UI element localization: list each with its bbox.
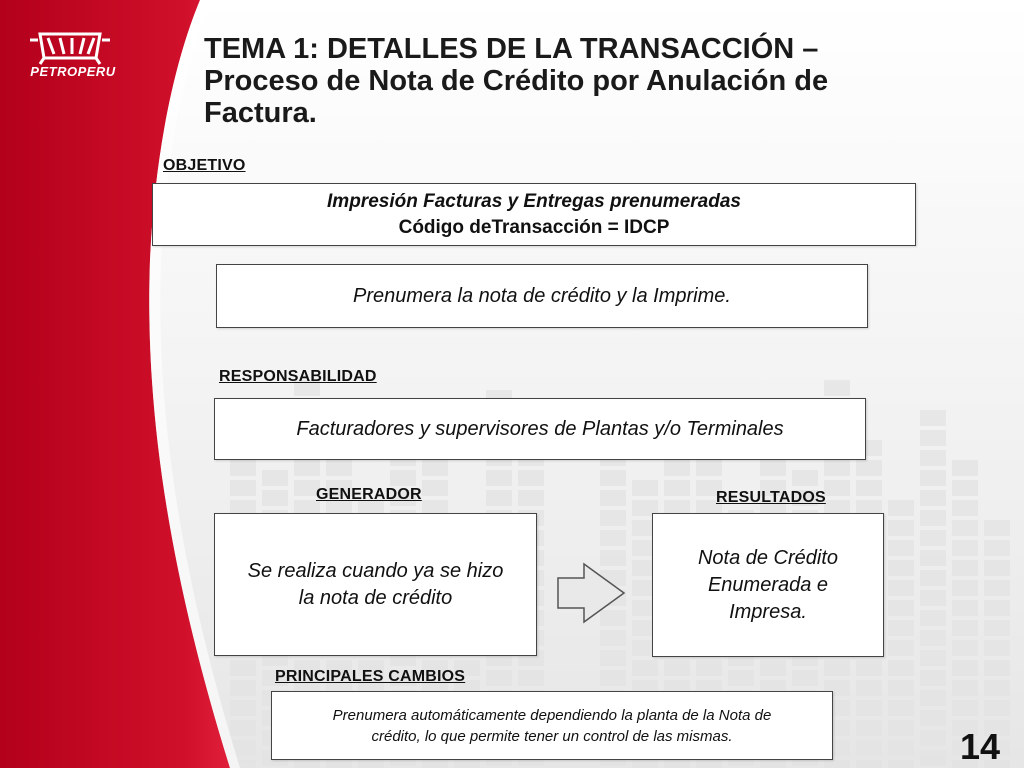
principales-cambios-box bbox=[271, 691, 833, 760]
responsabilidad-box bbox=[214, 398, 866, 460]
objetivo-line2: Código deTransacción = IDCP bbox=[398, 216, 670, 238]
objetivo-label: OBJETIVO bbox=[163, 157, 246, 174]
page-number: 14 bbox=[960, 726, 1001, 767]
generador-line2: la nota de crédito bbox=[298, 586, 453, 609]
principales-cambios-line2: crédito, lo que permite tener un control de las mismas. bbox=[371, 727, 733, 745]
brand-name: PETROPERU bbox=[30, 64, 116, 79]
resultados-label: RESULTADOS bbox=[716, 489, 826, 506]
objetivo-box bbox=[152, 183, 916, 246]
principales-cambios-label: PRINCIPALES CAMBIOS bbox=[275, 668, 466, 685]
page-title: TEMA 1: DETALLES DE LA TRANSACCIÓN – Proceso de Nota de Crédito por Anulación de Factura. bbox=[204, 33, 829, 129]
generador-box bbox=[214, 513, 537, 656]
generador-label: GENERADOR bbox=[316, 486, 422, 503]
resultados-line2: Enumerada e bbox=[707, 573, 829, 596]
responsabilidad-label: RESPONSABILIDAD bbox=[219, 368, 377, 385]
resultados-line1: Nota de Crédito bbox=[697, 546, 839, 569]
petroperu-logo bbox=[14, 20, 126, 92]
objetivo-detail: Prenumera la nota de crédito y la Imprime. bbox=[353, 284, 731, 307]
principales-cambios-line1: Prenumera automáticamente dependiendo la planta de la Nota de bbox=[332, 706, 772, 724]
resultados-line3: Impresa. bbox=[729, 600, 807, 623]
responsabilidad-text: Facturadores y supervisores de Plantas y/o Terminales bbox=[296, 417, 784, 440]
generador-line1: Se realiza cuando ya se hizo bbox=[247, 559, 504, 582]
right-arrow-icon bbox=[556, 560, 628, 626]
objetivo-line1: Impresión Facturas y Entregas prenumeradas bbox=[327, 190, 741, 212]
resultados-box bbox=[652, 513, 884, 657]
objetivo-detail-box bbox=[216, 264, 868, 328]
